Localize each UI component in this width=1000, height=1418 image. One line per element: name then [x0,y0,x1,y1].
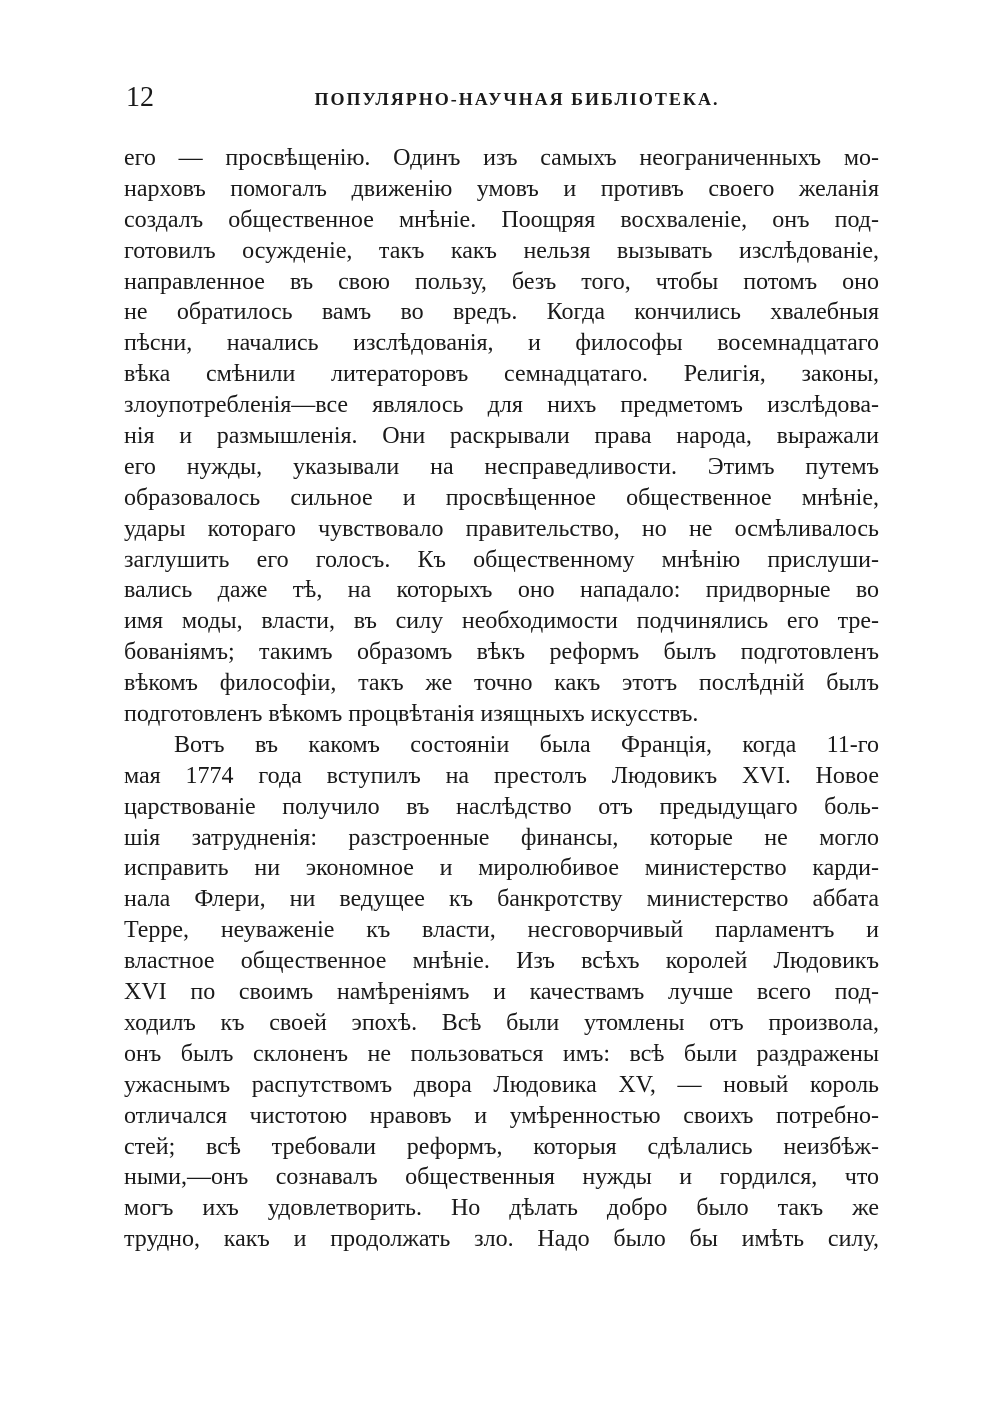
text-line: не обратилось вамъ во вредъ. Когда кончились хвалебныя [124,299,879,326]
paragraph-end-line: подготовленъ вѣкомъ процвѣтанія изящныхъ искусствъ. [124,701,699,728]
text-line: царствованіе получило въ наслѣдство отъ предыдущаго боль- [124,793,879,820]
text-line: заглушить его голосъ. Къ общественному мнѣнію прислуши- [124,546,879,573]
text-line: вались даже тѣ, на которыхъ оно нападало: придворные во [124,577,879,604]
body-text [124,143,879,1255]
text-line: удары котораго чувствовало правительство, но не осмѣливалось [124,515,879,542]
text-line: его нужды, указывали на несправедливости. Этимъ путемъ [124,453,879,480]
text-line: нала Флери, ни ведущее къ банкротству министерство аббата [124,886,879,913]
text-line: вѣка смѣнили литераторовъ семнадцатаго. Религія, законы, [124,361,879,388]
text-line: властное общественное мнѣніе. Изъ всѣхъ королей Людовикъ [124,948,879,975]
text-line: XVI по своимъ намѣреніямъ и качествамъ лучше всего под- [124,979,879,1006]
text-line: могъ ихъ удовлетворить. Но дѣлать добро было такъ же [124,1195,879,1222]
text-line: его — просвѣщенію. Одинъ изъ самыхъ неограниченныхъ мо- [124,145,879,171]
running-head [126,80,878,120]
text-line: ужаснымъ распутствомъ двора Людовика XV, — новый король [124,1071,879,1098]
text-line: исправить ни экономное и миролюбивое министерство карди- [124,855,879,882]
text-line: шія затрудненія: разстроенные финансы, которые не могло [124,824,879,851]
paragraph-start-line: Вотъ въ какомъ состояніи была Франція, когда 11-го [174,731,879,758]
text-line: имя моды, власти, въ силу необходимости подчинялись его тре- [124,608,879,635]
text-line: ными,—онъ сознавалъ общественныя нужды и гордился, что [124,1164,879,1191]
text-line: образовалось сильное и просвѣщенное общественное мнѣніе, [124,484,879,511]
text-line: нія и размышленія. Они раскрывали права народа, выражали [124,423,879,450]
text-line: направленное въ свою пользу, безъ того, чтобы потомъ оно [124,268,879,295]
text-line: вѣкомъ философіи, такъ же точно какъ этотъ послѣдній былъ [124,670,879,697]
text-line: отличался чистотою нравовъ и умѣренностью своихъ потребно- [124,1102,879,1129]
text-line: Терре, неуваженіе къ власти, несговорчивый парламентъ и [124,917,879,944]
text-line: ходилъ къ своей эпохѣ. Всѣ были утомлены отъ произвола, [124,1009,879,1036]
text-line: создалъ общественное мнѣніе. Поощряя восхваленіе, онъ под- [124,206,879,233]
text-line: стей; всѣ требовали реформъ, которыя сдѣлались неизбѣж- [124,1133,879,1160]
text-line: злоупотребленія—все являлось для нихъ предметомъ изслѣдова- [124,392,879,419]
text-line: трудно, какъ и продолжать зло. Надо было бы имѣть силу, [124,1226,879,1253]
text-line: готовилъ осужденіе, такъ какъ нельзя вызывать изслѣдованіе, [124,237,879,264]
text-line: онъ былъ склоненъ не пользоваться имъ: всѣ были раздражены [124,1040,879,1067]
text-line: нарховъ помогалъ движенію умовъ и противъ своего желанія [124,175,879,202]
text-line: мая 1774 года вступилъ на престолъ Людовикъ XVI. Новое [124,762,879,789]
page-number: 12 [126,82,154,113]
running-title: ПОПУЛЯРНО-НАУЧНАЯ БИБЛІОТЕКА. [314,89,720,109]
text-line: бованіямъ; такимъ образомъ вѣкъ реформъ былъ подготовленъ [124,639,879,666]
text-line: пѣсни, начались изслѣдованія, и философы восемнадцатаго [124,330,879,357]
